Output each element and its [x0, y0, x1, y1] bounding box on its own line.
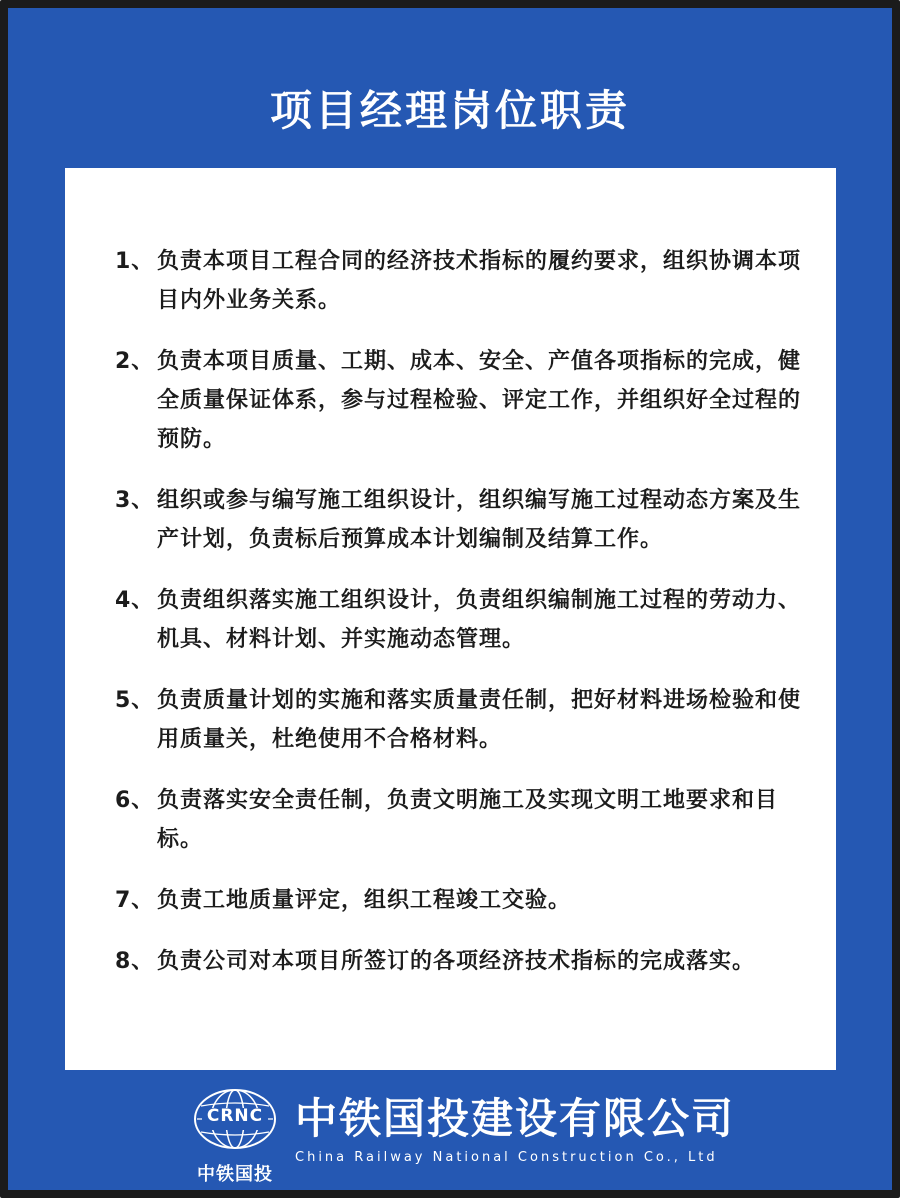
duty-text: 负责落实安全责任制，负责文明施工及实现文明工地要求和目标。 — [157, 788, 779, 852]
duty-number: 6、 — [115, 788, 155, 813]
duty-number: 4、 — [115, 588, 155, 613]
duty-number: 5、 — [115, 688, 155, 713]
duty-item-5 — [115, 681, 815, 759]
duty-text: 组织或参与编写施工组织设计，组织编写施工过程动态方案及生产计划，负责标后预算成本计划编制及结算工作。 — [157, 488, 802, 552]
duty-item-4 — [115, 581, 815, 659]
page-title: 项目经理岗位职责 — [269, 86, 630, 135]
duty-item-7 — [115, 881, 815, 920]
logo-abbreviation: CRNC — [206, 1106, 264, 1126]
duty-text: 负责组织落实施工组织设计，负责组织编制施工过程的劳动力、机具、材料计划、并实施动态管理。 — [157, 588, 802, 652]
duty-text: 负责本项目工程合同的经济技术指标的履约要求，组织协调本项目内外业务关系。 — [157, 249, 802, 313]
duty-number: 8、 — [115, 949, 155, 974]
duty-text: 负责质量计划的实施和落实质量责任制，把好材料进场检验和使用质量关，杜绝使用不合格材料。 — [157, 688, 802, 752]
duty-item-6 — [115, 781, 815, 859]
company-name-english: China Railway National Construction Co., Ltd — [295, 1150, 718, 1165]
duty-text: 负责本项目质量、工期、成本、安全、产值各项指标的完成，健全质量保证体系，参与过程检验、评定工作，并组织好全过程的预防。 — [157, 349, 802, 452]
duty-text: 负责公司对本项目所签订的各项经济技术指标的完成落实。 — [157, 949, 756, 974]
duty-number: 7、 — [115, 888, 155, 913]
duty-number: 2、 — [115, 349, 155, 374]
duties-panel — [65, 168, 836, 1070]
company-footer — [8, 1070, 892, 1198]
logo-chinese-name: 中铁国投 — [197, 1164, 273, 1185]
company-logo — [180, 1088, 290, 1188]
duty-item-1 — [115, 242, 815, 320]
duty-item-8 — [115, 942, 815, 981]
duty-item-2 — [115, 342, 815, 459]
duty-number: 3、 — [115, 488, 155, 513]
duty-text: 负责工地质量评定，组织工程竣工交验。 — [157, 888, 572, 913]
duty-number: 1、 — [115, 249, 155, 274]
duty-item-3 — [115, 481, 815, 559]
duty-list — [115, 242, 815, 1003]
company-name-chinese: 中铁国投建设有限公司 — [295, 1094, 736, 1143]
